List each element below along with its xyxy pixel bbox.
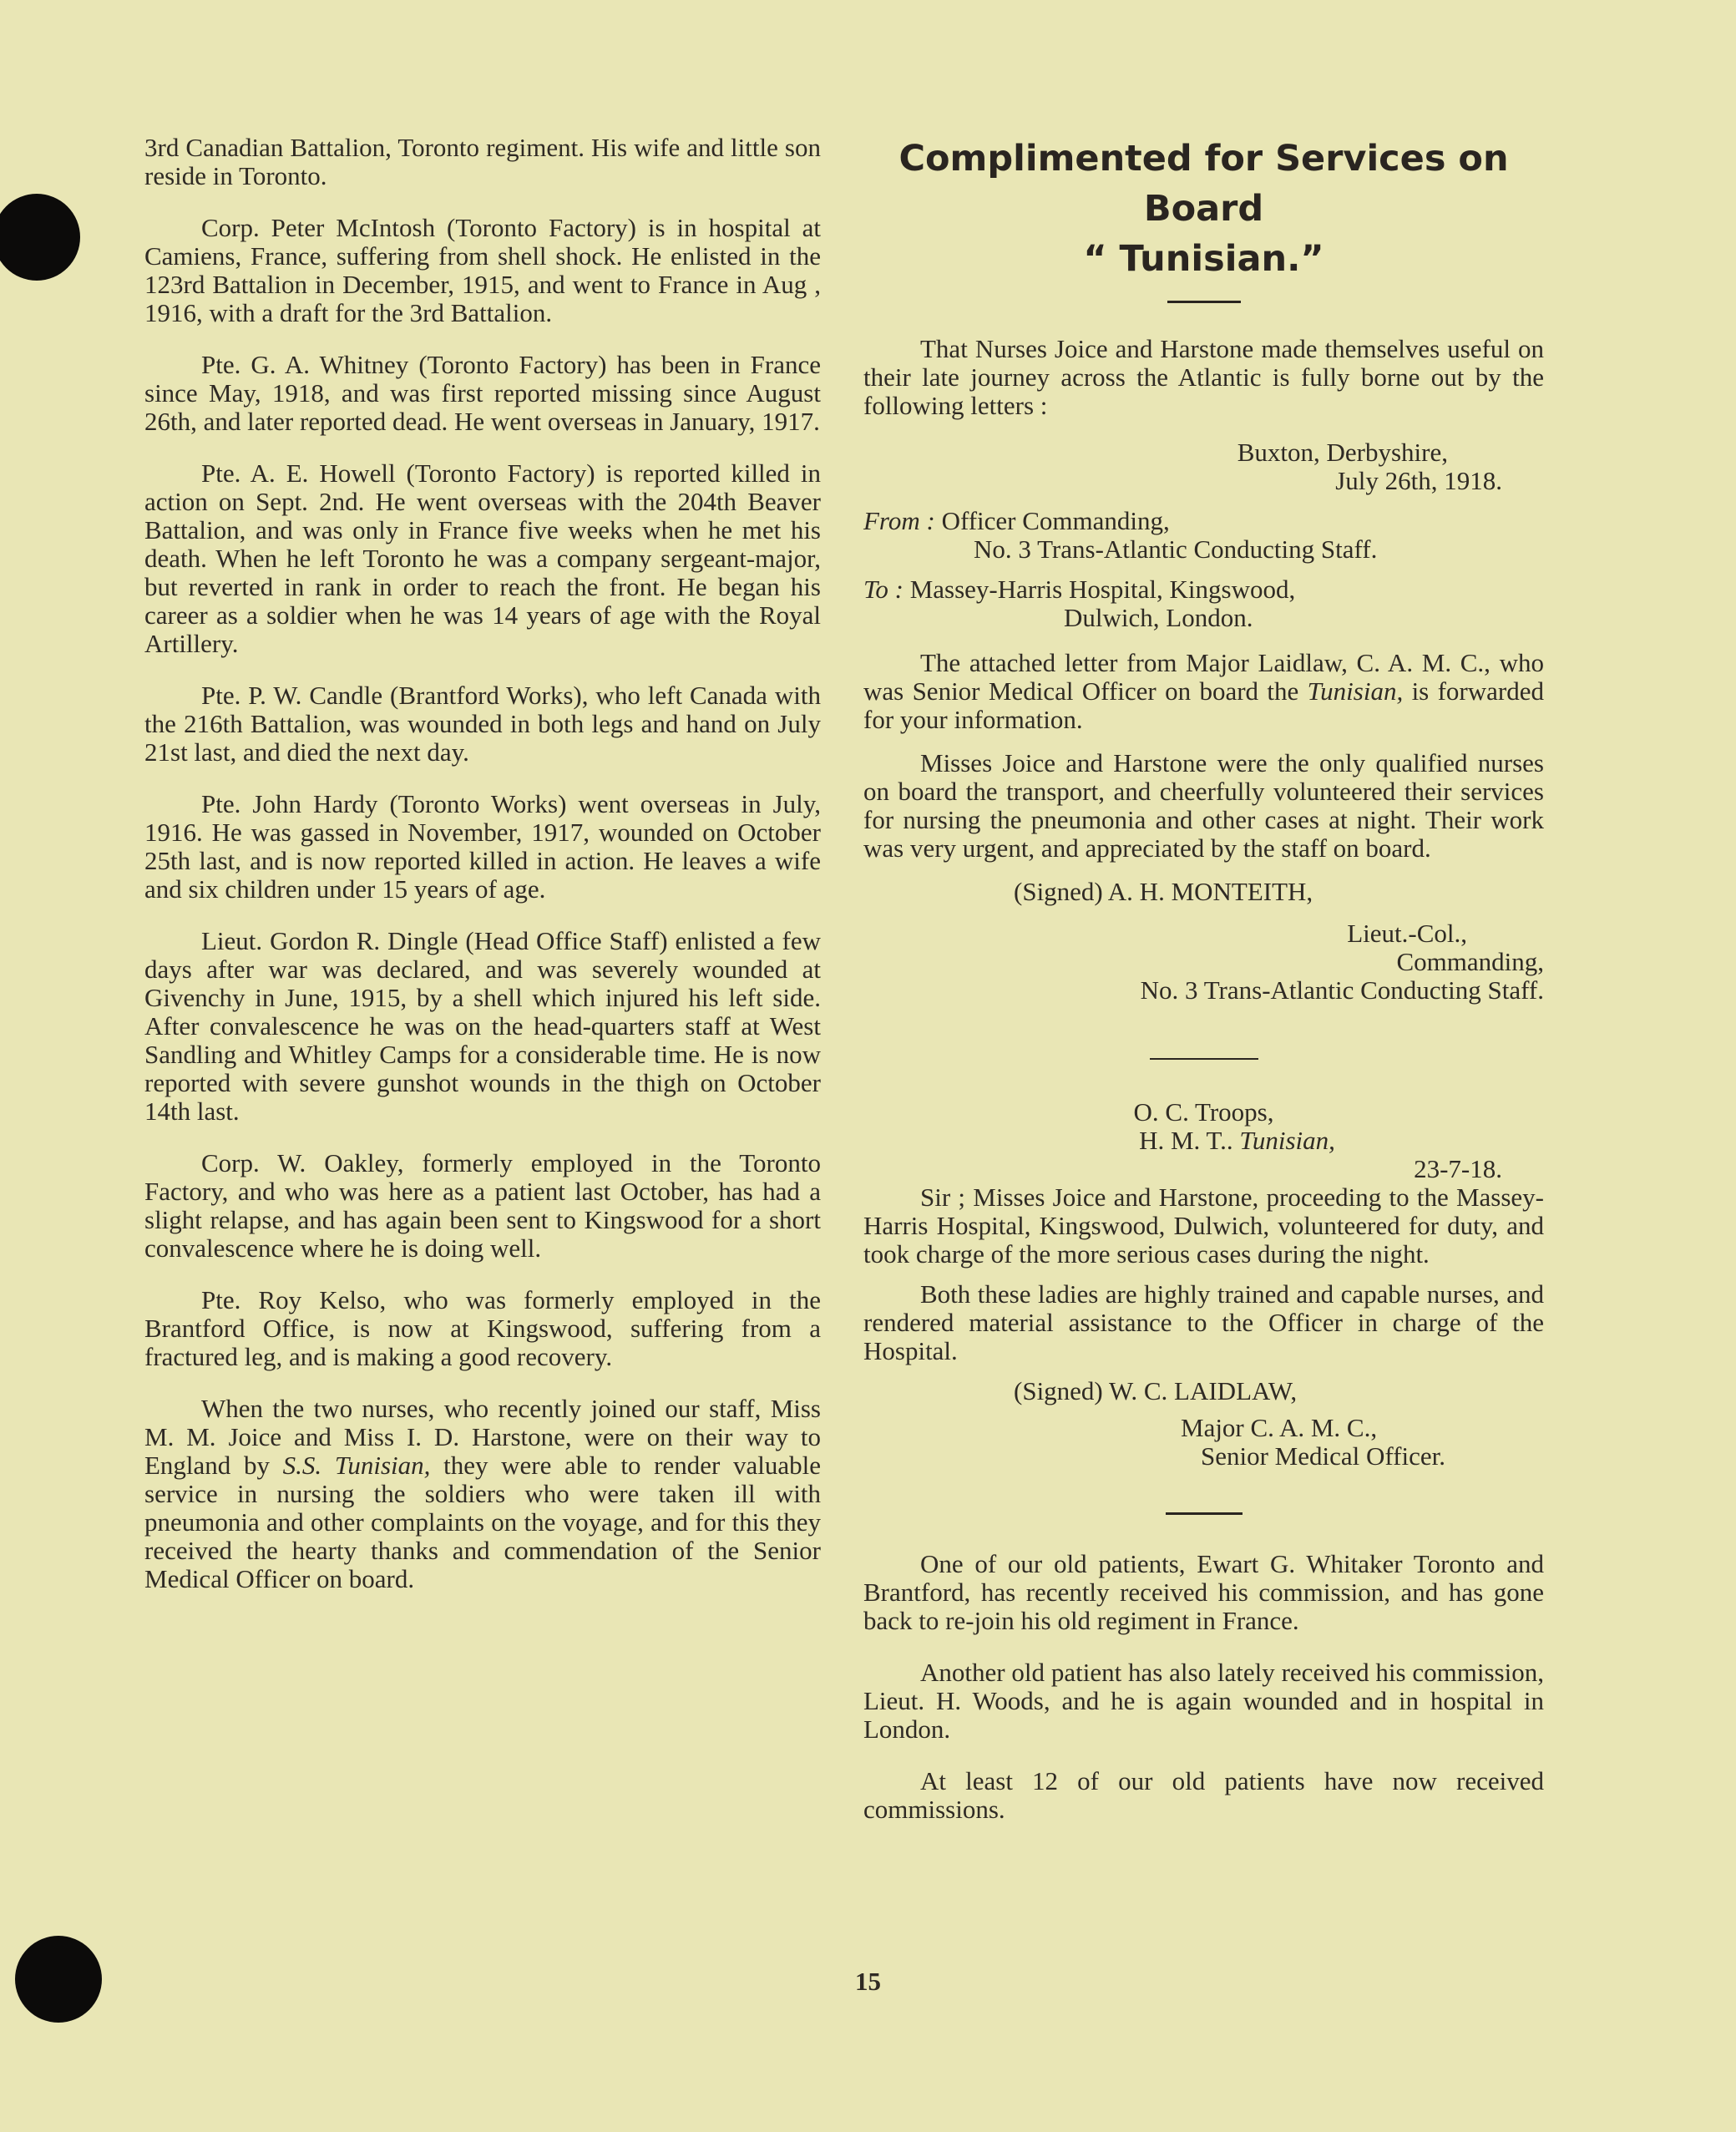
rank-line: No. 3 Trans-Atlantic Conducting Staff. [1140,975,1544,1005]
from-line-2: No. 3 Trans-Atlantic Conducting Staff. [974,534,1378,564]
text-run: When the two nurses, who recently joined our staff, Miss M. M. Joice and Miss I. D. Harstone, were on their way to England by [144,1394,821,1480]
letter-two [863,1098,1544,1471]
rank-line: Major C. A. M. C., [1181,1413,1378,1442]
right-column [863,134,1544,1847]
heading-line: “ Tunisian.” [1083,238,1324,280]
text-run: The attached letter from Major Laidlaw, C. A. M. C., who was Senior Medical Officer on board the [863,648,1544,706]
signature: (Signed) A. H. MONTEITH, [1014,877,1313,906]
left-column [144,134,821,1617]
rank-line: Senior Medical Officer. [1201,1441,1445,1471]
paragraph: Pte. A. E. Howell (Toronto Factory) is reported killed in action on Sept. 2nd. He went overseas with the 204th Beaver Battalion, and was only in France five weeks when he met his death. When he left Toronto he was a company sergeant-major, but reverted in rank in order to reach the front. He began his career as a soldier when he was 14 years of age with the Royal Artillery. [144,458,821,658]
letter-date: July 26th, 1918. [1335,466,1502,495]
letter-date: 23-7-18. [1414,1154,1502,1183]
signature: (Signed) W. C. LAIDLAW, [1014,1376,1298,1405]
to-label: To : [863,575,903,604]
paragraph: Pte. G. A. Whitney (Toronto Factory) has been in France since May, 1918, and was first reported missing since August 26th, and later reported dead. He went overseas in January, 1917. [144,350,821,436]
text-run: is forwarded for your information. [863,676,1544,734]
ship-name: Tunisian, [1239,1126,1335,1155]
text-run: H. M. T.. [1139,1126,1240,1155]
to-line [863,575,1544,604]
paragraph: Corp. Peter McIntosh (Toronto Factory) is in hospital at Camiens, France, suffering from shell shock. He enlisted in the 123rd Battalion in December, 1915, and went to France in Aug , 1916, with a draft for the 3rd Battalion. [144,213,821,327]
paragraph: Sir ; Misses Joice and Harstone, proceeding to the Massey-Harris Hospital, Kingswood, Dulwich, volunteered for duty, and took charge of the more serious cases during the night. [863,1182,1544,1269]
page-number: 15 [855,1967,881,1996]
divider [1150,1058,1258,1060]
paragraph [863,649,1544,734]
text-run: they were able to render valuable service in nursing the soldiers who were taken ill with pneumonia and other complaints on the voyage, and for this they received the hearty thanks and commendation of the Senior Medical Officer on board. [144,1451,821,1593]
rank-line: Lieut.-Col., [1347,919,1467,948]
paragraph: That Nurses Joice and Harstone made themselves useful on their late journey across the Atlantic is fully borne out by the following letters : [863,334,1544,420]
paragraph: At least 12 of our old patients have now received commissions. [863,1766,1544,1824]
paragraph: Pte. John Hardy (Toronto Works) went overseas in July, 1916. He was gassed in November, 1917, wounded on October 25th last, and is now reported killed in action. He leaves a wife and six children under 15 years of age. [144,789,821,904]
paragraph: Both these ladies are highly trained and capable nurses, and rendered material assistance to the Officer in charge of the Hospital. [863,1279,1544,1365]
from-line [863,507,1544,535]
binder-hole-top [0,194,80,281]
letter-place: Buxton, Derbyshire, [1237,438,1448,467]
paragraph [144,1395,821,1593]
letter-one [863,438,1544,1005]
paragraph: Misses Joice and Harstone were the only qualified nurses on board the transport, and cheerfully volunteered their services for nursing the pneumonia and other cases at night. Their work was very urgent, and appreciated by the staff on board. [863,748,1544,863]
paragraph: 3rd Canadian Battalion, Toronto regiment. His wife and little son reside in Toronto. [144,133,821,190]
divider [1166,1512,1243,1515]
heading-line: Complimented for Services on Board [898,138,1509,230]
paragraph: Pte. Roy Kelso, who was formerly employed in the Brantford Office, is now at Kingswood, suffering from a fractured leg, and is making a good recovery. [144,1285,821,1371]
to-line-2: Dulwich, London. [1064,603,1253,632]
letter-address [863,1127,1544,1155]
paragraph: Lieut. Gordon R. Dingle (Head Office Staff) enlisted a few days after war was declared, and was severely wounded at Givenchy in June, 1915, by a shell which injured his left side. After convalescence he was on the head-quarters staff at West Sandling and Whitley Camps for a considerable time. He is now reported with severe gunshot wounds in the thigh on October 14th last. [144,926,821,1126]
divider [1167,301,1241,303]
ship-name: S.S. Tunisian, [282,1451,431,1480]
rank-line: Commanding, [1396,947,1544,976]
letter-address: O. C. Troops, [1133,1097,1274,1127]
text-run: Massey-Harris Hospital, Kingswood, [909,575,1296,604]
paragraph: One of our old patients, Ewart G. Whitaker Toronto and Brantford, has recently received his commission, and has gone back to re-join his old regiment in France. [863,1549,1544,1635]
paragraph: Pte. P. W. Candle (Brantford Works), who left Canada with the 216th Battalion, was wounded in both legs and hand on July 21st last, and died the next day. [144,681,821,767]
paragraph: Corp. W. Oakley, formerly employed in the Toronto Factory, and who was here as a patient last October, has had a slight relapse, and has again been sent to Kingswood for a short convalescence where he is doing well. [144,1148,821,1263]
from-label: From : [863,506,935,535]
text-run: Officer Commanding, [941,506,1170,535]
paragraph: Another old patient has also lately received his commission, Lieut. H. Woods, and he is again wounded and in hospital in London. [863,1658,1544,1744]
ship-name: Tunisian, [1307,676,1404,706]
article-heading [863,134,1544,284]
